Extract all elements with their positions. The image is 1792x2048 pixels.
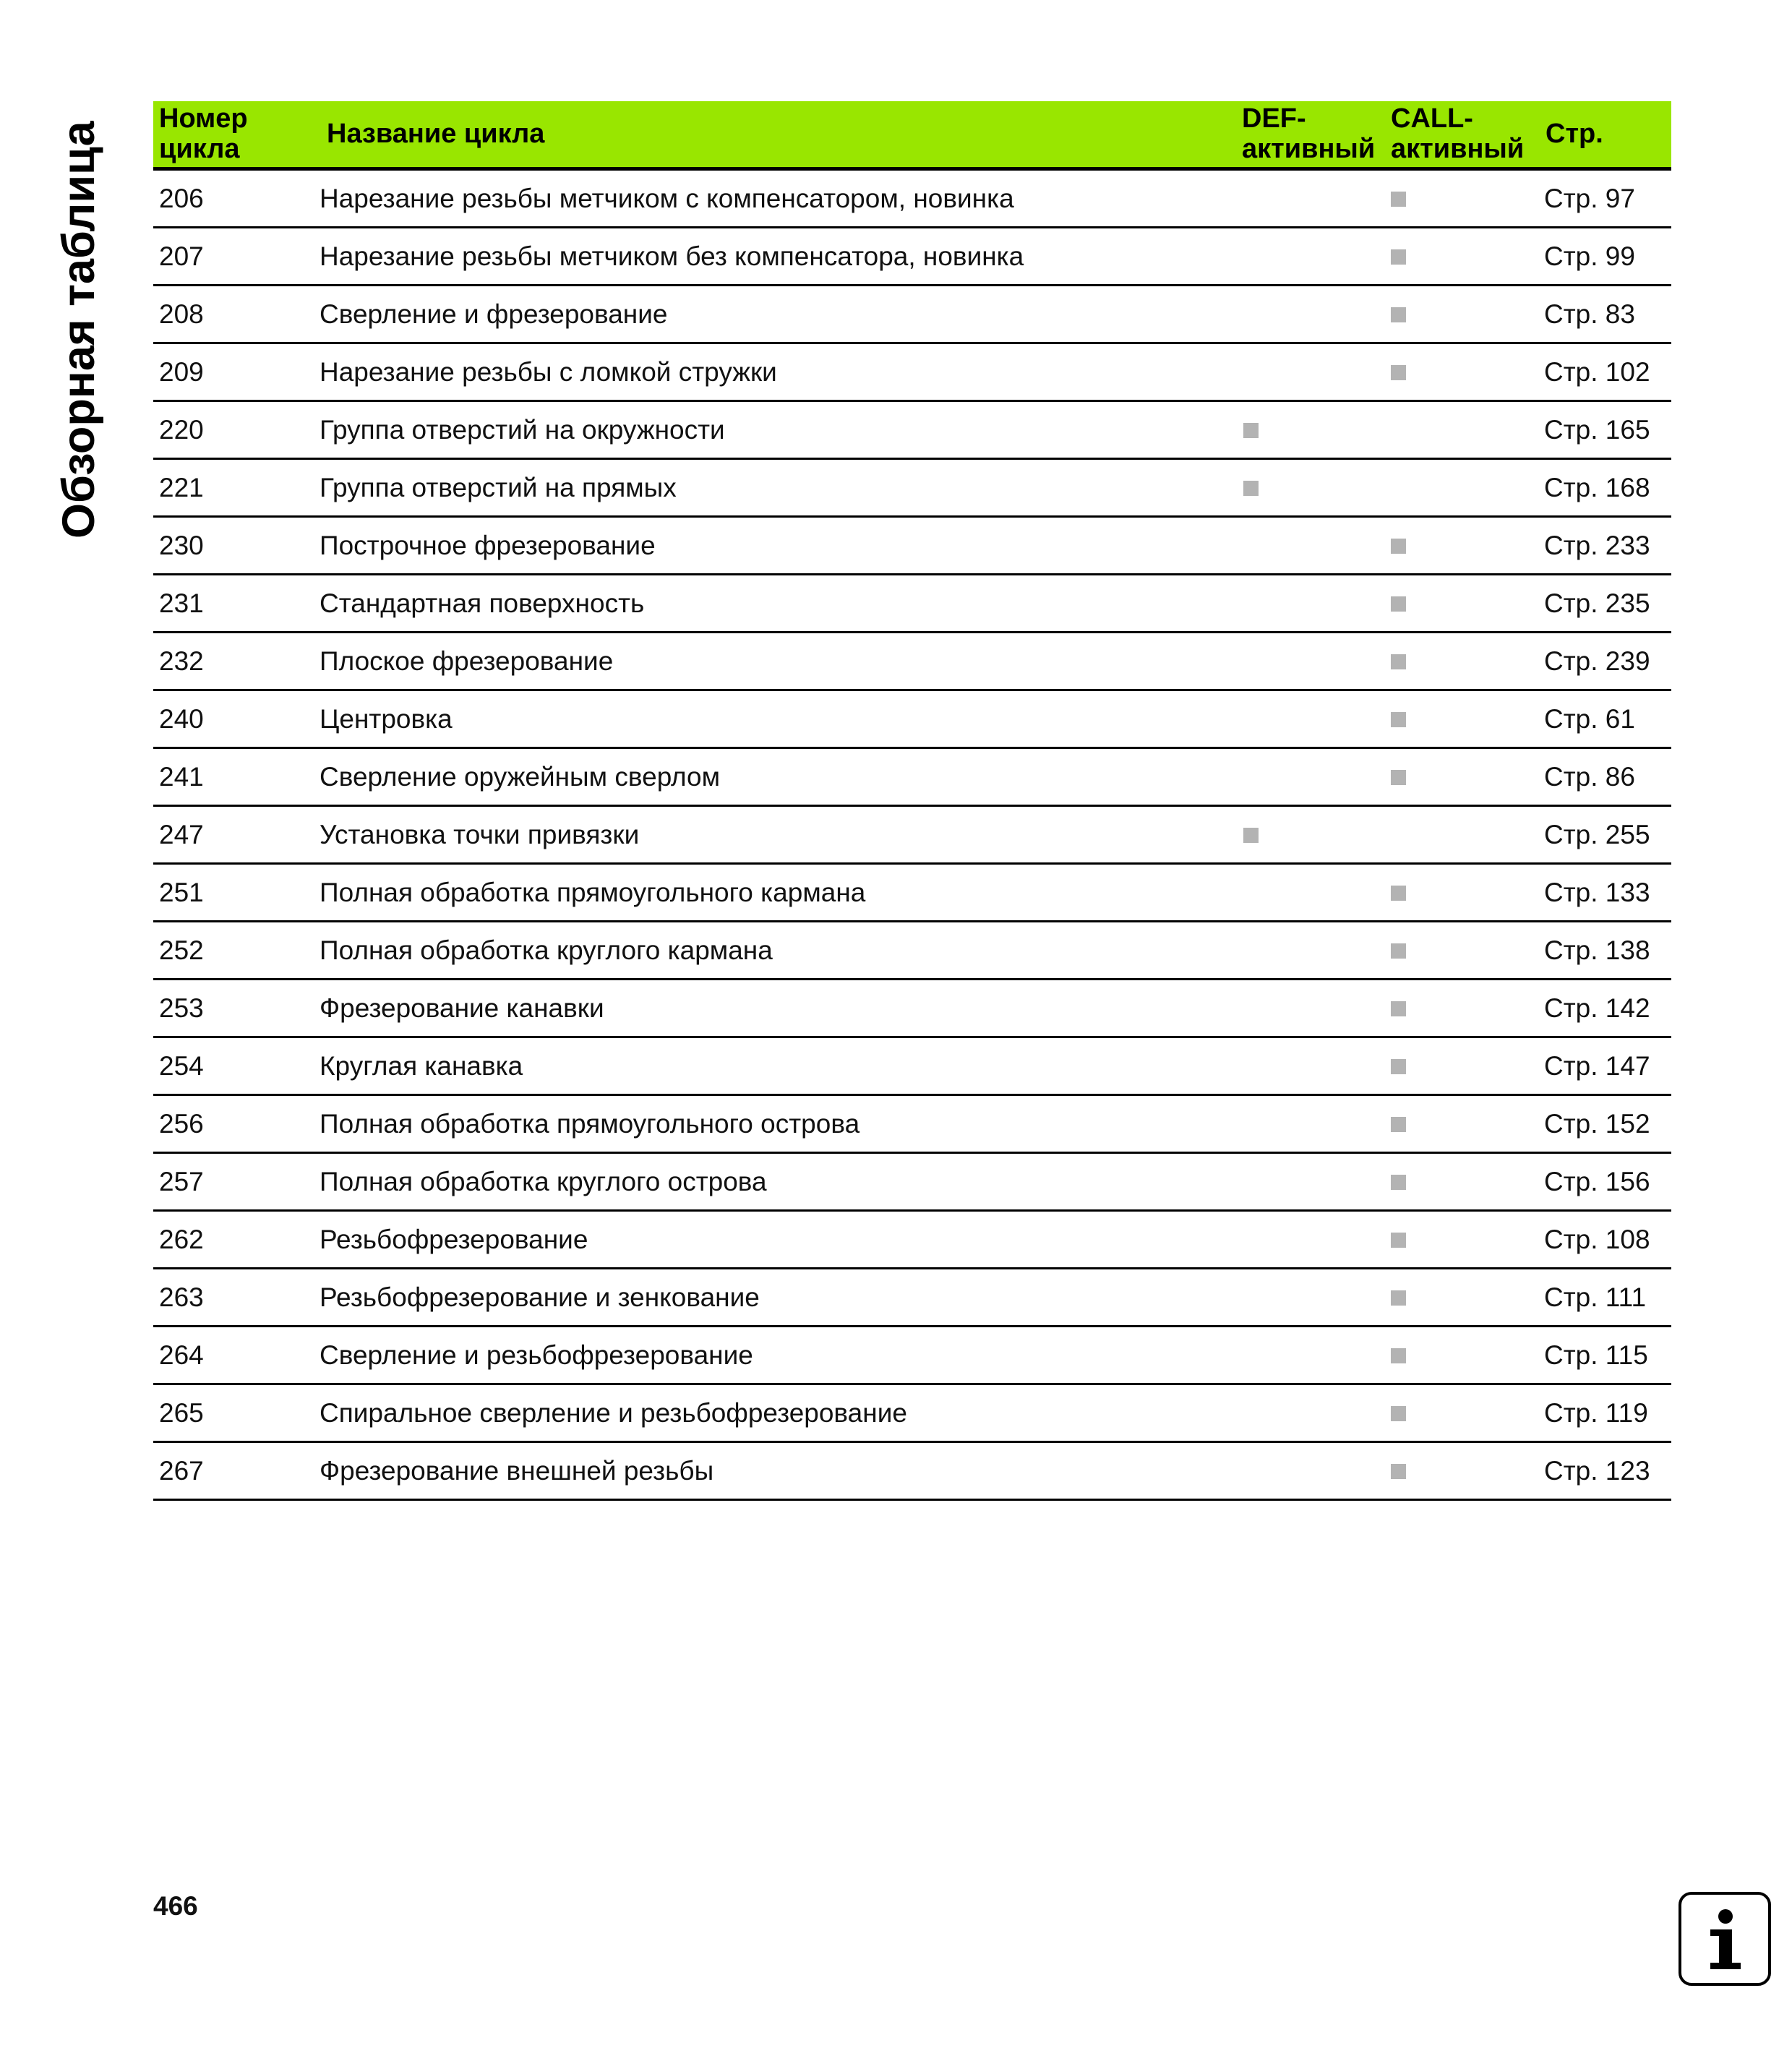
table-row bbox=[153, 460, 1671, 518]
table-row bbox=[153, 749, 1671, 807]
cycle-number: 262 bbox=[159, 1225, 204, 1254]
table-row bbox=[153, 344, 1671, 402]
page-reference: Стр. 152 bbox=[1544, 1109, 1650, 1139]
call-active-marker-icon bbox=[1391, 1348, 1406, 1363]
call-active-marker-icon bbox=[1391, 943, 1406, 959]
header-number bbox=[159, 103, 248, 164]
header-number-line2: цикла bbox=[159, 134, 240, 164]
table-body bbox=[153, 171, 1671, 1501]
cycle-name: Круглая канавка bbox=[320, 1051, 523, 1081]
call-active-marker-icon bbox=[1391, 307, 1406, 322]
cycle-name: Сверление и резьбофрезерование bbox=[320, 1340, 753, 1370]
page-reference: Стр. 86 bbox=[1544, 762, 1635, 792]
cycle-number: 254 bbox=[159, 1051, 204, 1081]
page-reference: Стр. 168 bbox=[1544, 473, 1650, 502]
cycle-number: 207 bbox=[159, 241, 204, 271]
cycle-name: Полная обработка круглого острова bbox=[320, 1167, 767, 1196]
cycle-name: Полная обработка прямоугольного кармана bbox=[320, 878, 866, 907]
cycle-number: 257 bbox=[159, 1167, 204, 1196]
cycle-number: 247 bbox=[159, 820, 204, 849]
cycle-number: 220 bbox=[159, 415, 204, 445]
table-row bbox=[153, 1096, 1671, 1154]
cycles-table bbox=[153, 101, 1671, 1501]
table-row bbox=[153, 865, 1671, 922]
table-row bbox=[153, 1327, 1671, 1385]
page-reference: Стр. 111 bbox=[1544, 1282, 1647, 1312]
cycle-name: Плоское фрезерование bbox=[320, 646, 614, 676]
cycle-name: Нарезание резьбы метчиком с компенсатором, новинка bbox=[320, 184, 1014, 213]
table-row bbox=[153, 518, 1671, 575]
call-active-marker-icon bbox=[1391, 539, 1406, 554]
page-reference: Стр. 108 bbox=[1544, 1225, 1650, 1254]
table-row bbox=[153, 575, 1671, 633]
cycle-number: 232 bbox=[159, 646, 204, 676]
cycle-number: 240 bbox=[159, 704, 204, 734]
cycle-name: Установка точки привязки bbox=[320, 820, 640, 849]
call-active-marker-icon bbox=[1391, 712, 1406, 727]
header-call bbox=[1391, 103, 1524, 164]
call-active-marker-icon bbox=[1391, 886, 1406, 901]
page-reference: Стр. 235 bbox=[1544, 588, 1650, 618]
cycle-number: 264 bbox=[159, 1340, 204, 1370]
call-active-marker-icon bbox=[1391, 1290, 1406, 1306]
page-reference: Стр. 255 bbox=[1544, 820, 1650, 849]
page-reference: Стр. 123 bbox=[1544, 1456, 1650, 1486]
cycle-name: Фрезерование канавки bbox=[320, 993, 604, 1023]
cycle-number: 253 bbox=[159, 993, 204, 1023]
cycle-name: Спиральное сверление и резьбофрезерование bbox=[320, 1398, 907, 1428]
cycle-number: 252 bbox=[159, 935, 204, 965]
page-reference: Стр. 233 bbox=[1544, 531, 1650, 560]
def-active-marker-icon bbox=[1243, 481, 1259, 496]
page-reference: Стр. 115 bbox=[1544, 1340, 1648, 1370]
table-row bbox=[153, 171, 1671, 228]
table-row bbox=[153, 402, 1671, 460]
cycle-name: Сверление и фрезерование bbox=[320, 299, 668, 329]
cycle-name: Нарезание резьбы метчиком без компенсатора, новинка bbox=[320, 241, 1024, 271]
page-reference: Стр. 102 bbox=[1544, 357, 1650, 387]
call-active-marker-icon bbox=[1391, 365, 1406, 380]
table-row bbox=[153, 980, 1671, 1038]
cycle-name: Стандартная поверхность bbox=[320, 588, 645, 618]
page-reference: Стр. 97 bbox=[1544, 184, 1635, 213]
cycle-number: 209 bbox=[159, 357, 204, 387]
cycle-number: 206 bbox=[159, 184, 204, 213]
page-number: 466 bbox=[153, 1891, 198, 1921]
cycle-name: Сверление оружейным сверлом bbox=[320, 762, 721, 792]
page-reference: Стр. 133 bbox=[1544, 878, 1650, 907]
call-active-marker-icon bbox=[1391, 192, 1406, 207]
table-row bbox=[153, 1212, 1671, 1269]
table-row bbox=[153, 1154, 1671, 1212]
page-reference: Стр. 99 bbox=[1544, 241, 1635, 271]
page-reference: Стр. 142 bbox=[1544, 993, 1650, 1023]
call-active-marker-icon bbox=[1391, 1464, 1406, 1479]
page-reference: Стр. 83 bbox=[1544, 299, 1635, 329]
call-active-marker-icon bbox=[1391, 1117, 1406, 1132]
call-active-marker-icon bbox=[1391, 249, 1406, 265]
def-active-marker-icon bbox=[1243, 828, 1259, 843]
table-row bbox=[153, 633, 1671, 691]
call-active-marker-icon bbox=[1391, 770, 1406, 785]
header-def-line2: активный bbox=[1242, 134, 1376, 164]
cycle-name: Резьбофрезерование и зенкование bbox=[320, 1282, 760, 1312]
header-number-line1: Номер bbox=[159, 103, 248, 134]
page-reference: Стр. 119 bbox=[1544, 1398, 1648, 1428]
call-active-marker-icon bbox=[1391, 596, 1406, 612]
table-row bbox=[153, 691, 1671, 749]
cycle-number: 251 bbox=[159, 878, 204, 907]
cycle-name: Группа отверстий на прямых bbox=[320, 473, 677, 502]
header-page: Стр. bbox=[1546, 119, 1603, 149]
page-reference: Стр. 156 bbox=[1544, 1167, 1650, 1196]
cycle-number: 265 bbox=[159, 1398, 204, 1428]
cycle-name: Группа отверстий на окружности bbox=[320, 415, 725, 445]
page-reference: Стр. 239 bbox=[1544, 646, 1650, 676]
cycle-name: Нарезание резьбы с ломкой стружки bbox=[320, 357, 777, 387]
header-name: Название цикла bbox=[327, 119, 545, 149]
call-active-marker-icon bbox=[1391, 1233, 1406, 1248]
table-row bbox=[153, 286, 1671, 344]
table-header bbox=[153, 101, 1671, 171]
page-reference: Стр. 147 bbox=[1544, 1051, 1650, 1081]
call-active-marker-icon bbox=[1391, 1059, 1406, 1074]
call-active-marker-icon bbox=[1391, 1406, 1406, 1421]
header-call-line2: активный bbox=[1391, 134, 1525, 164]
page-reference: Стр. 138 bbox=[1544, 935, 1650, 965]
page-reference: Стр. 165 bbox=[1544, 415, 1650, 445]
call-active-marker-icon bbox=[1391, 654, 1406, 669]
cycle-name: Центровка bbox=[320, 704, 453, 734]
cycle-number: 221 bbox=[159, 473, 204, 502]
call-active-marker-icon bbox=[1391, 1001, 1406, 1016]
table-row bbox=[153, 922, 1671, 980]
side-title: Обзорная таблица bbox=[53, 121, 104, 539]
cycle-number: 263 bbox=[159, 1282, 204, 1312]
cycle-number: 256 bbox=[159, 1109, 204, 1139]
cycle-number: 231 bbox=[159, 588, 204, 618]
header-def-line1: DEF- bbox=[1242, 103, 1306, 134]
cycle-name: Полная обработка прямоугольного острова bbox=[320, 1109, 860, 1139]
info-icon bbox=[1679, 1892, 1771, 1986]
table-row bbox=[153, 807, 1671, 865]
call-active-marker-icon bbox=[1391, 1175, 1406, 1190]
def-active-marker-icon bbox=[1243, 423, 1259, 438]
cycle-number: 241 bbox=[159, 762, 204, 792]
cycle-name: Построчное фрезерование bbox=[320, 531, 656, 560]
cycle-number: 208 bbox=[159, 299, 204, 329]
table-row bbox=[153, 1038, 1671, 1096]
table-row bbox=[153, 228, 1671, 286]
header-call-line1: CALL- bbox=[1391, 103, 1473, 134]
cycle-number: 267 bbox=[159, 1456, 204, 1486]
cycle-name: Резьбофрезерование bbox=[320, 1225, 588, 1254]
table-row bbox=[153, 1385, 1671, 1443]
table-row bbox=[153, 1269, 1671, 1327]
cycle-name: Фрезерование внешней резьбы bbox=[320, 1456, 714, 1486]
cycle-name: Полная обработка круглого кармана bbox=[320, 935, 773, 965]
header-def bbox=[1242, 103, 1375, 164]
page-reference: Стр. 61 bbox=[1544, 704, 1635, 734]
cycle-number: 230 bbox=[159, 531, 204, 560]
table-row bbox=[153, 1443, 1671, 1501]
